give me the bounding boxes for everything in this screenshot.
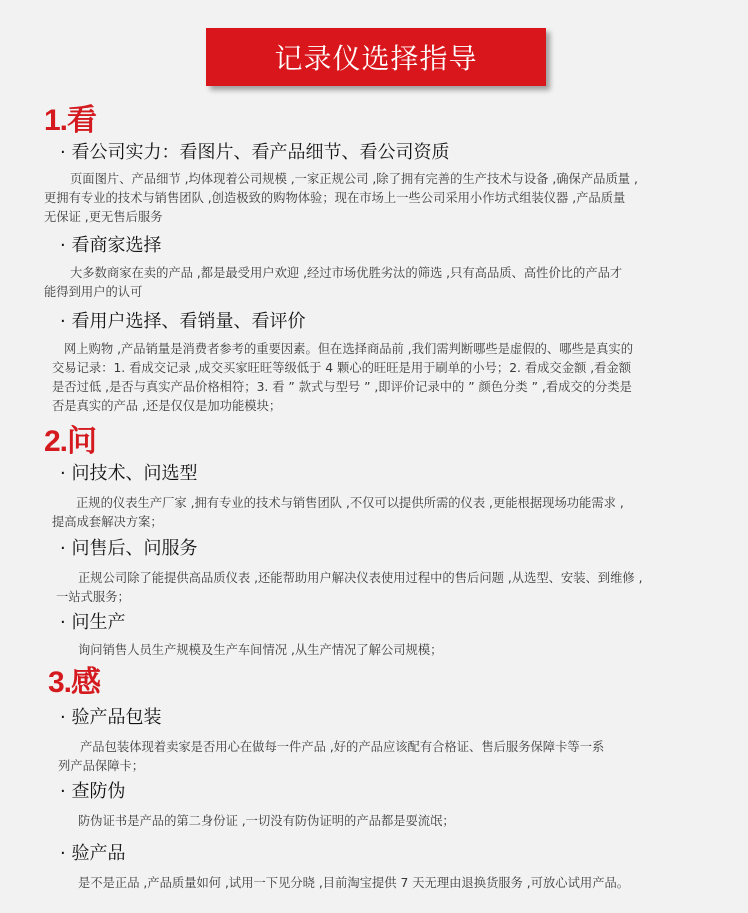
item-ask-production: · 问生产: [60, 612, 126, 633]
section-heading-look: 1.看: [44, 104, 97, 137]
item-check-product: · 验产品: [60, 843, 126, 864]
paragraph-line: 是不是正品 ,产品质量如何 ,试用一下见分晓 ,目前淘宝提供 7 天无理由退换货服务 ,可放心试用产品。: [78, 876, 630, 890]
item-anti-counterfeit-text: [78, 812, 455, 831]
item-company-strength: · 看公司实力：看图片、看产品细节、看公司资质: [60, 142, 450, 163]
paragraph-line: 交易记录：1. 看成交记录 ,成交买家旺旺等级低于 4 颗心的旺旺是用于刷单的小号；2. 看成交金额 ,看金额: [52, 361, 632, 375]
paragraph-line: 大多数商家在卖的产品 ,都是最受用户欢迎 ,经过市场优胜劣汰的筛选 ,只有高品质、高性价比的产品才: [70, 266, 623, 280]
paragraph-line: 产品包装体现着卖家是否用心在做每一件产品 ,好的产品应该配有合格证、售后服务保障卡等一系: [80, 740, 605, 754]
item-merchant-choice: · 看商家选择: [60, 235, 162, 256]
paragraph-line: 无保证 ,更无售后服务: [44, 210, 163, 224]
paragraph-line: 询问销售人员生产规模及生产车间情况 ,从生产情况了解公司规模；: [78, 643, 443, 657]
item-user-choice: · 看用户选择、看销量、看评价: [60, 311, 306, 332]
item-ask-production-text: [78, 641, 442, 660]
item-check-product-text: [78, 874, 629, 893]
paragraph-line: 是否过低 ,是否与真实产品价格相符；3. 看 ” 款式与型号 ” ,即评价记录中的 ” 颜色分类 ” ,看成交的分类是: [52, 380, 632, 394]
item-check-packaging-text: [58, 738, 604, 776]
item-ask-service: · 问售后、问服务: [60, 538, 198, 559]
page-title-banner: [206, 28, 546, 86]
item-company-strength-text: [44, 170, 638, 227]
item-anti-counterfeit: · 查防伪: [60, 781, 126, 802]
paragraph-line: 正规公司除了能提供高品质仪表 ,还能帮助用户解决仪表使用过程中的售后问题 ,从选型、安装、到维修 ,: [78, 571, 643, 585]
paragraph-line: 页面图片、产品细节 ,均体现着公司规模 ,一家正规公司 ,除了拥有完善的生产技术与设备 ,确保产品质量 ,: [70, 172, 638, 186]
paragraph-line: 提高成套解决方案；: [52, 515, 163, 529]
item-check-packaging: · 验产品包装: [60, 707, 162, 728]
item-user-choice-text: [52, 340, 633, 416]
item-ask-service-text: [56, 569, 643, 607]
section-heading-feel: 3.感: [48, 666, 101, 699]
page-title: 记录仪选择指导: [274, 42, 478, 75]
item-ask-tech-text: [52, 494, 624, 532]
paragraph-line: 列产品保障卡；: [58, 759, 145, 773]
paragraph-line: 防伪证书是产品的第二身份证 ,一切没有防伪证明的产品都是耍流氓；: [78, 814, 455, 828]
paragraph-line: 更拥有专业的技术与销售团队 ,创造极致的购物体验；现在市场上一些公司采用小作坊式组装仪器 ,产品质量: [44, 191, 626, 205]
paragraph-line: 正规的仪表生产厂家 ,拥有专业的技术与销售团队 ,不仅可以提供所需的仪表 ,更能根据现场功能需求 ,: [76, 496, 624, 510]
paragraph-line: 网上购物 ,产品销量是消费者参考的重要因素。但在选择商品前 ,我们需判断哪些是虚假的、哪些是真实的: [64, 342, 633, 356]
section-heading-ask: 2.问: [44, 425, 97, 458]
paragraph-line: 否是真实的产品 ,还是仅仅是加功能模块；: [52, 399, 282, 413]
item-merchant-choice-text: [44, 264, 622, 302]
paragraph-line: 一站式服务；: [56, 590, 130, 604]
paragraph-line: 能得到用户的认可: [44, 285, 143, 299]
item-ask-tech: · 问技术、问选型: [60, 463, 198, 484]
